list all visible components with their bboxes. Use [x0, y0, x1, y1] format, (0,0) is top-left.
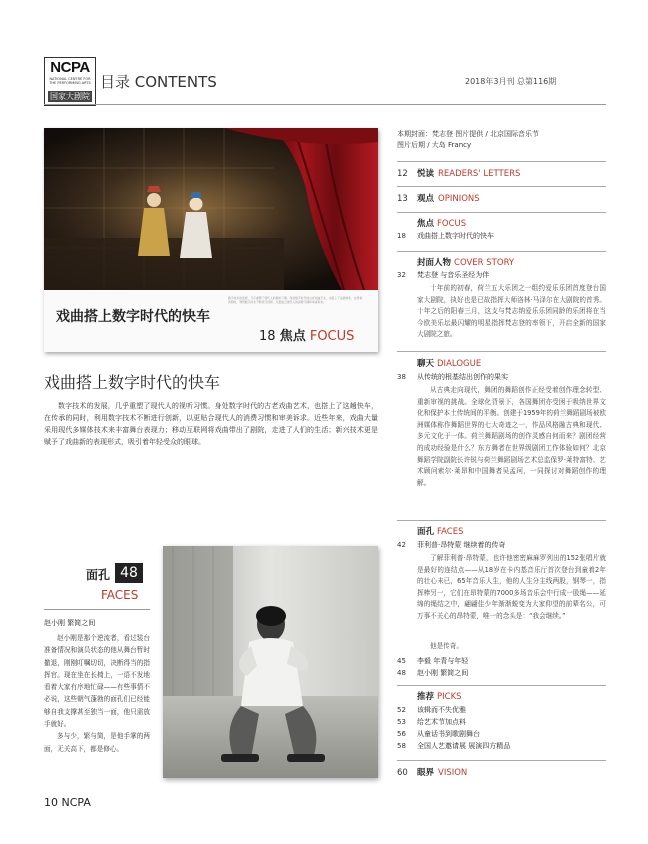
focus-preview-card[interactable]: [44, 128, 378, 352]
toc-summary: 十年前的初春，荷兰五大乐团之一组约爱乐乐团首度登台国家大剧院，执好也是已故指挥大师洛林·马泽尔在大剧院的首秀。十年之后的阳春三月，这支与梵志纳爱乐乐团同龄的乐团将在当今欧美乐坛最闪耀的明星指挥梵志登的率领下，开启全新的国家大剧院之旅。: [417, 284, 606, 339]
page-footer: 10 NCPA: [44, 796, 91, 809]
faces-label-cn: 面孔: [86, 568, 111, 582]
toc-vision[interactable]: [397, 767, 467, 779]
faces-page-badge: 48: [115, 563, 143, 583]
faces-paragraph: 多与少，繁与简，是他手掌的两面，无关高下，都是修心。: [44, 732, 150, 753]
portrait-photo: [163, 546, 378, 778]
toc-item-title: 戏曲搭上数字时代的快车: [417, 232, 494, 240]
toc-section-cn: 聊天: [417, 359, 435, 369]
toc-section-cn: 观点: [417, 194, 435, 204]
toc-page-number: 52: [397, 706, 406, 714]
toc-page-number: 42: [397, 541, 406, 549]
toc-faces-heading: [417, 526, 464, 538]
toc-section-en: COVER STORY: [454, 258, 515, 268]
toc-page-number: 48: [397, 669, 406, 677]
toc-section-cn: 面孔: [417, 527, 435, 537]
section-divider: [397, 685, 606, 686]
toc-section-en: PICKS: [437, 692, 462, 702]
section-divider: [397, 186, 606, 187]
toc-item[interactable]: [397, 717, 466, 728]
toc-item-title: 李毅 年青与年轻: [417, 657, 469, 665]
toc-section-cn: 封面人物: [417, 258, 452, 268]
toc-page-number: 32: [397, 271, 406, 279]
lead-paragraph: 数字技术的发展，几乎重塑了现代人的视听习惯。身处数字时代的古老戏曲艺术，也搭上了这趟快车，在传承的同时，利用数字技术不断进行创新，以更贴合现代人的消费习惯和审美诉求。近些年来，戏曲大量采用现代多媒体技术来丰富舞台表现力；移动互联网将戏曲带出了剧院，走进了人们的生活；新兴技术更是赋予了戏曲新的表现形式，吸引着年轻受众的眼球。: [44, 402, 378, 446]
toc-section-en: DIALOGUE: [437, 359, 482, 369]
toc-summary: 了解菲利普·昂特蒙，也许他密密麻麻罗列出的152张唱片就是最好的连结点——从18岁在卡内基音乐厅首次登台到童着2年的壮心未已，65年音乐人生，他的人生分主线两股，钢琴一，指挥棒另一，它们在昂特蒙的7000多场音乐会中行成一股绳——延绵的绳结之中，翩翩佳少年渐渐蜕变为大家仰望的前辈名公，可万事不关心的昂特蒙，唯一的念头是：“我会继续。”: [417, 554, 606, 620]
toc-section-en: OPINIONS: [438, 194, 480, 204]
page-title: 目录 CONTENTS: [100, 73, 217, 91]
lead-headline[interactable]: 戏曲搭上数字时代的快车: [44, 373, 221, 392]
section-divider: [397, 251, 606, 252]
toc-item[interactable]: [397, 372, 508, 383]
toc-item-title: 该辑而不失优雅: [417, 706, 466, 714]
toc-item[interactable]: [397, 741, 510, 752]
toc-page-number: 60: [397, 768, 408, 778]
section-divider: [397, 351, 606, 352]
toc-item-title: 全国人艺邀请展 展演四方精品: [417, 742, 511, 750]
toc-opinions[interactable]: [397, 193, 480, 205]
toc-summary: 从古典走向现代，舞团的舞蹈创作正经受着创作理念转型、重新审视的挑战。全球化背景下，各国舞团亦受困于吸纳世界文化和保护本土传统间的平衡。创建于1959年的荷兰舞蹈剧场被欧洲媒体称作舞蹈世界的七大奇迹之一，作品风格融古典和现代、多元文化于一体。荷兰舞蹈剧场的创作灵感自何而来？剧团经营的成功经验是什么？东方舞者在世界级剧团工作体验如何？北京舞蹈学院副院长许锐与荷兰舞蹈剧场艺术总监保罗·莱特富特、艺术顾问索尔·莱昂和中国舞者吴孟珂，一同探讨对舞蹈创作的理解。: [417, 386, 606, 487]
toc-section-cn: 眼界: [417, 768, 435, 778]
toc-page-number: 12: [397, 169, 408, 179]
toc-item-title: 梵志登 与音乐圣经为伴: [417, 271, 490, 279]
toc-page-number: 18: [397, 232, 406, 240]
faces-divider: [44, 609, 150, 610]
faces-paragraph: 赵小刚是那个逆流者，看过装台准备情况和演员状态的他从舞台暂时撤退，刚刚叮嘱切切，决断得当的指挥官。现在坐在长椅上，一语不发地看着大家有序地忙碌——有些事情不必说，这些朝气蓬勃的面孔们已经能够自我支撑甚至独当一面，他只需放手就好。: [44, 634, 150, 729]
opera-stage-illustration: [44, 128, 378, 290]
section-divider: [397, 520, 606, 521]
toc-item-title: 赵小刚 繁简之间: [417, 669, 469, 677]
card-label-cn: 焦点: [279, 329, 306, 344]
toc-item[interactable]: [397, 270, 489, 281]
toc-page-number: 58: [397, 742, 406, 750]
toc-section-cn: 推荐: [417, 692, 435, 702]
toc-dialogue-heading: [417, 358, 481, 370]
toc-item[interactable]: [397, 656, 468, 667]
header-divider: [44, 104, 606, 105]
toc-page-number: 56: [397, 730, 406, 738]
logo-subtitle: NATIONAL CENTRE FOR THE PERFORMING ARTS: [49, 77, 91, 85]
toc-item-title: 菲利普·昂特蒙 继续着的传奇: [417, 541, 506, 549]
ncpa-logo: [44, 57, 96, 106]
toc-page-number: 38: [397, 373, 406, 381]
toc-item[interactable]: [397, 668, 468, 679]
faces-subtitle[interactable]: 赵小刚 繁简之间: [44, 619, 96, 627]
credit-line: 图片后期 / 大岛 Francy: [397, 141, 472, 149]
credit-line: 本期封面：梵志登 图片提供 / 北京国际音乐节: [397, 130, 540, 138]
cover-credits: [397, 129, 539, 151]
seated-man-illustration: [163, 546, 378, 778]
card-page-number: 18: [259, 329, 276, 344]
logo-chinese: 国家大剧院: [50, 92, 90, 101]
faces-label-en: FACES: [101, 588, 139, 602]
toc-section-cn: 悦读: [417, 169, 435, 179]
toc-item[interactable]: [397, 705, 466, 716]
logo-wordmark: NCPA: [50, 59, 90, 76]
toc-picks-heading: [417, 691, 462, 703]
toc-item[interactable]: [397, 540, 505, 551]
toc-readers[interactable]: [397, 168, 520, 180]
card-excerpt: 数字技术的发展，几乎重塑了现代人的视听习惯。身处数字时代的古老戏曲艺术，也搭上了这趟快车，在传承的同时，利用数字技术不断进行创新，以更贴合现代人的消费习惯和审美诉求。: [228, 296, 363, 304]
toc-page-number: 13: [397, 194, 408, 204]
card-label-en: FOCUS: [309, 329, 355, 344]
toc-cover-heading: [417, 257, 514, 269]
toc-section-cn: 焦点: [417, 219, 435, 229]
faces-body: [44, 632, 150, 755]
toc-item[interactable]: [397, 231, 494, 242]
toc-page-number: 45: [397, 657, 406, 665]
toc-section-en: VISION: [438, 768, 468, 778]
section-divider: [397, 212, 606, 213]
toc-item[interactable]: [397, 729, 480, 740]
toc-summary-tail: 他是传奇。: [430, 642, 463, 650]
card-page-label: [259, 325, 354, 344]
section-divider: [397, 760, 606, 761]
issue-info: 2018年3月刊 总第116期: [465, 77, 557, 86]
toc-section-en: FOCUS: [437, 219, 467, 229]
toc-focus-heading: [417, 218, 466, 230]
toc-section-en: FACES: [437, 527, 464, 537]
toc-section-en: READERS' LETTERS: [438, 169, 521, 179]
toc-item-title: 给艺术节加点料: [417, 718, 466, 726]
opera-stage-image: [44, 128, 378, 290]
toc-item-title: 从童话书到歌剧舞台: [417, 730, 480, 738]
toc-item-title: 从传统的根基结出创作的果实: [417, 373, 508, 381]
toc-page-number: 53: [397, 718, 406, 726]
card-headline: 戏曲搭上数字时代的快车: [56, 309, 210, 325]
section-divider: [397, 161, 606, 162]
